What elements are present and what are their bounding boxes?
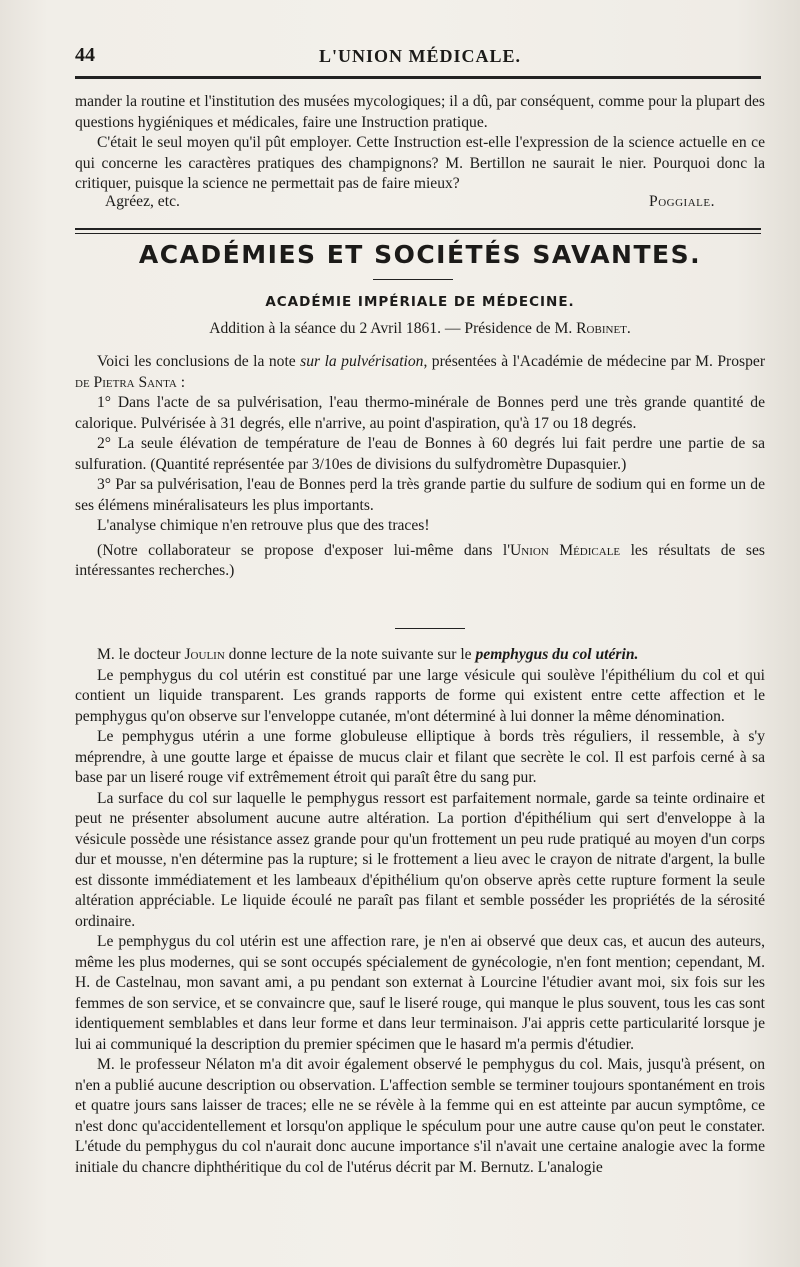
conclusion-item: 1° Dans l'acte de sa pulvérisation, l'eau thermo-minérale de Bonnes perd une très grande quantité de calorique. Pulvérisée à 31 degrés, elle n'arrive, au point d'aspiration, qu'à 17 ou 18 degrés. bbox=[75, 394, 765, 432]
page-number: 44 bbox=[75, 44, 95, 66]
conclusion-item: 2° La seule élévation de température de l'eau de Bonnes à 60 degrés lui fait perdre une partie de sa sulfuration. (Quantité représentée par 3/10es de divisions du sulfydromètre Dupasquier.) bbox=[75, 435, 765, 473]
paragraph: Le pemphygus du col utérin est constitué par une large vésicule qui soulève l'épithélium du col et qui contient un liquide transparent. Les grands rapports de forme qui existent entre cette affection et le pemphygus qu'on observe sur l'enveloppe cutanée, m'ont déterminé à lui donner la même dénomination. bbox=[75, 666, 765, 725]
header-rule bbox=[75, 76, 761, 79]
signature: Poggiale. bbox=[649, 193, 715, 210]
paragraph: M. le professeur Nélaton m'a dit avoir également observé le pemphygus du col. Mais, jusqu'à présent, on n'en a publié aucune description ou observation. L'affection semble se terminer toujours spontanément en trois et quatre jours sans laisser de traces; elle ne se révèle à la femme qui en est atteinte par aucun symptôme, ce n'est donc qu'accidentellement et lorsqu'on applique le spéculum pour une autre cause qu'on peut le constater. L'étude du pemphygus du col n'aurait donc aucune importance s'il n'avait une certaine analogie avec la forme initiale du chancre diphthéritique du col de l'utérus décrit par M. Bernutz. L'analogie bbox=[75, 1056, 765, 1176]
section-title: ACADÉMIES ET SOCIÉTÉS SAVANTES. bbox=[138, 240, 702, 269]
president-name: Robinet. bbox=[576, 320, 631, 337]
joulin-note bbox=[75, 645, 765, 1178]
pulverisation-note bbox=[75, 352, 765, 582]
paragraph: Voici les conclusions de la note sur la pulvérisation, présentées à l'Académie de médecine par M. Prosper de Pietra Santa : bbox=[75, 353, 766, 391]
divider bbox=[373, 279, 453, 280]
paragraph: La surface du col sur laquelle le pemphygus ressort est parfaitement normale, garde sa teinte ordinaire et peut ne présenter absolument aucune autre altération. La portion d'épithélium qui sert d'enveloppe à la vésicule possède une résistance assez grande pour qu'un frottement un peu rude pratiqué au moyen d'un corps dur et mousse, n'en détermine pas la rupture; si le frottement a lieu avec le crayon de nitrate d'argent, la bulle est dissonte immédiatement et les lambeaux d'épithélium qu'on observe après cette rupture forment la seule altération appréciable. Le liquide écoulé ne paraît pas filant et semble posséder les propriétés de la sérosité ordinaire. bbox=[75, 789, 765, 930]
session-line: Addition à la séance du 2 Avril 1861. — Présidence de M. Robinet. bbox=[209, 320, 631, 337]
letter-continuation bbox=[75, 92, 765, 195]
conclusion-item: 3° Par sa pulvérisation, l'eau de Bonnes perd la très grande partie du sulfure de sodium qui en forme un de ses élémens minéralisateurs les plus importants. bbox=[75, 476, 765, 514]
closing-formula: Agréez, etc. bbox=[105, 193, 180, 210]
conclusion-item: L'analyse chimique n'en retrouve plus que des traces! bbox=[97, 517, 430, 534]
section-rule bbox=[75, 233, 761, 234]
editor-note: (Notre collaborateur se propose d'exposer lui-même dans l'Union Médicale les résultats de ses intéressantes recherches.) bbox=[75, 541, 765, 579]
running-title: L'UNION MÉDICALE. bbox=[318, 46, 522, 66]
page-header bbox=[75, 44, 765, 70]
paragraph: Le pemphygus du col utérin est une affection rare, je n'en ai observé que deux cas, et aucun des auteurs, même les plus modernes, qui se sont occupés spécialement de gynécologie, n'en font mention; cependant, M. H. de Castelnau, mon savant ami, a pu pendant son externat à Lourcine l'étudier avant moi, six fois sur les femmes de son service, et se convaincre que, sauf le liseré rouge, qui manque le plus souvent, tous les cas sont identiquement semblables et dans leur forme et dans leur terminaison. J'ai appris cette particularité lorsque je lui ai communiqué la description du premier spécimen que le hasard m'a permis d'étudier. bbox=[75, 933, 765, 1053]
paragraph: M. le docteur Joulin donne lecture de la note suivante sur le pemphygus du col utérin. bbox=[97, 646, 639, 663]
paragraph: Le pemphygus utérin a une forme globuleuse elliptique à bords très réguliers, il ressemble, à s'y méprendre, à une goutte large et épaisse de mucus clair et filant que secrète le col. Il est parfois cerné à sa base par un liseré rouge vif extrêmement étroit qui paraît être du sang pur. bbox=[75, 728, 765, 786]
subsection-title: ACADÉMIE IMPÉRIALE DE MÉDECINE. bbox=[265, 294, 575, 310]
paragraph: C'était le seul moyen qu'il pût employer. Cette Instruction est-elle l'expression de la science actuelle en ce qui concerne les caractères pratiques des champignons? M. Bertillon ne saurait le nier. Pourquoi donc la critiquer, puisque la science ne permettait pas de faire mieux? bbox=[75, 134, 765, 192]
divider bbox=[395, 628, 465, 629]
section-rule bbox=[75, 228, 761, 230]
paragraph: mander la routine et l'institution des musées mycologiques; il a dû, par conséquent, comme pour la plupart des questions hygiéniques et médicales, faire une Instruction pratique. bbox=[75, 93, 765, 131]
